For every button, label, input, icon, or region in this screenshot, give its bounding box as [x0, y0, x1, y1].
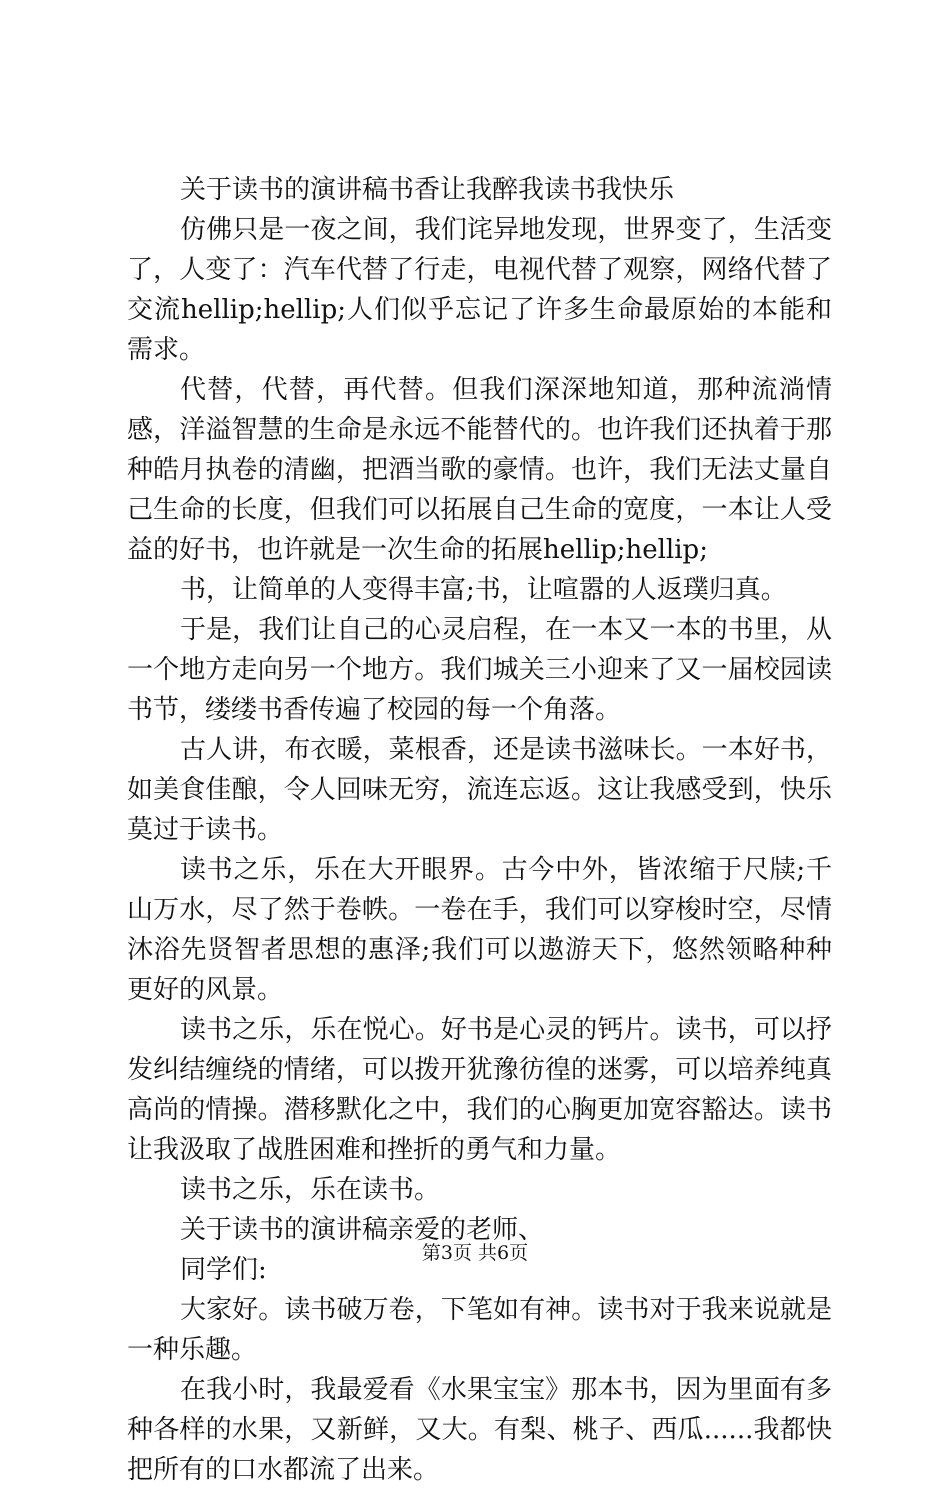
salutation: 同学们: [180, 1255, 267, 1285]
paragraph: 大家好。读书破万卷，下笔如有神。读书对于我来说就是一种乐趣。 [127, 1295, 832, 1365]
paragraph: 古人讲，布衣暖，菜根香，还是读书滋味长。一本好书，如美食佳酿，令人回味无穷，流连忘返。这让我感受到，快乐莫过于读书。 [127, 735, 832, 845]
paragraph: 仿佛只是一夜之间，我们诧异地发现，世界变了，生活变了，人变了：汽车代替了行走，电视代替了观察，网络代替了交流hellip;hellip;人们似乎忘记了许多生命最原始的本能和需求。 [127, 215, 832, 365]
document-title: 关于读书的演讲稿书香让我醉我读书我快乐 [180, 175, 675, 205]
paragraph: 读书之乐，乐在悦心。好书是心灵的钙片。读书，可以抒发纠结缠绕的情绪，可以拨开犹豫彷徨的迷雾，可以培养纯真高尚的情操。潜移默化之中，我们的心胸更加宽容豁达。读书让我汲取了战胜困难和挫折的勇气和力量。 [127, 1015, 832, 1165]
paragraph: 于是，我们让自己的心灵启程，在一本又一本的书里，从一个地方走向另一个地方。我们城关三小迎来了又一届校园读书节，缕缕书香传遍了校园的每一个角落。 [127, 615, 832, 725]
paragraph: 读书之乐，乐在大开眼界。古今中外，皆浓缩于尺牍;千山万水，尽了然于卷帙。一卷在手，我们可以穿梭时空，尽情沐浴先贤智者思想的惠泽;我们可以遨游天下，悠然领略种种更好的风景。 [127, 855, 832, 1005]
paragraph: 书，让简单的人变得丰富;书，让喧嚣的人返璞归真。 [180, 575, 787, 605]
document-body [127, 170, 832, 1490]
page-number-footer: 第3页 共6页 [421, 1242, 529, 1264]
paragraph: 读书之乐，乐在读书。 [180, 1175, 441, 1205]
paragraph: 在我小时，我最爱看《水果宝宝》那本书，因为里面有多种各样的水果，又新鲜，又大。有梨、桃子、西瓜......我都快把所有的口水都流了出来。 [127, 1375, 832, 1485]
paragraph: 代替，代替，再代替。但我们深深地知道，那种流淌情感，洋溢智慧的生命是永远不能替代的。也许我们还执着于那种皓月执卷的清幽，把酒当歌的豪情。也许，我们无法丈量自己生命的长度，但我们可以拓展自己生命的宽度，一本让人受益的好书，也许就是一次生命的拓展hellip;hellip; [127, 375, 832, 565]
second-title: 关于读书的演讲稿亲爱的老师、 [180, 1215, 545, 1245]
